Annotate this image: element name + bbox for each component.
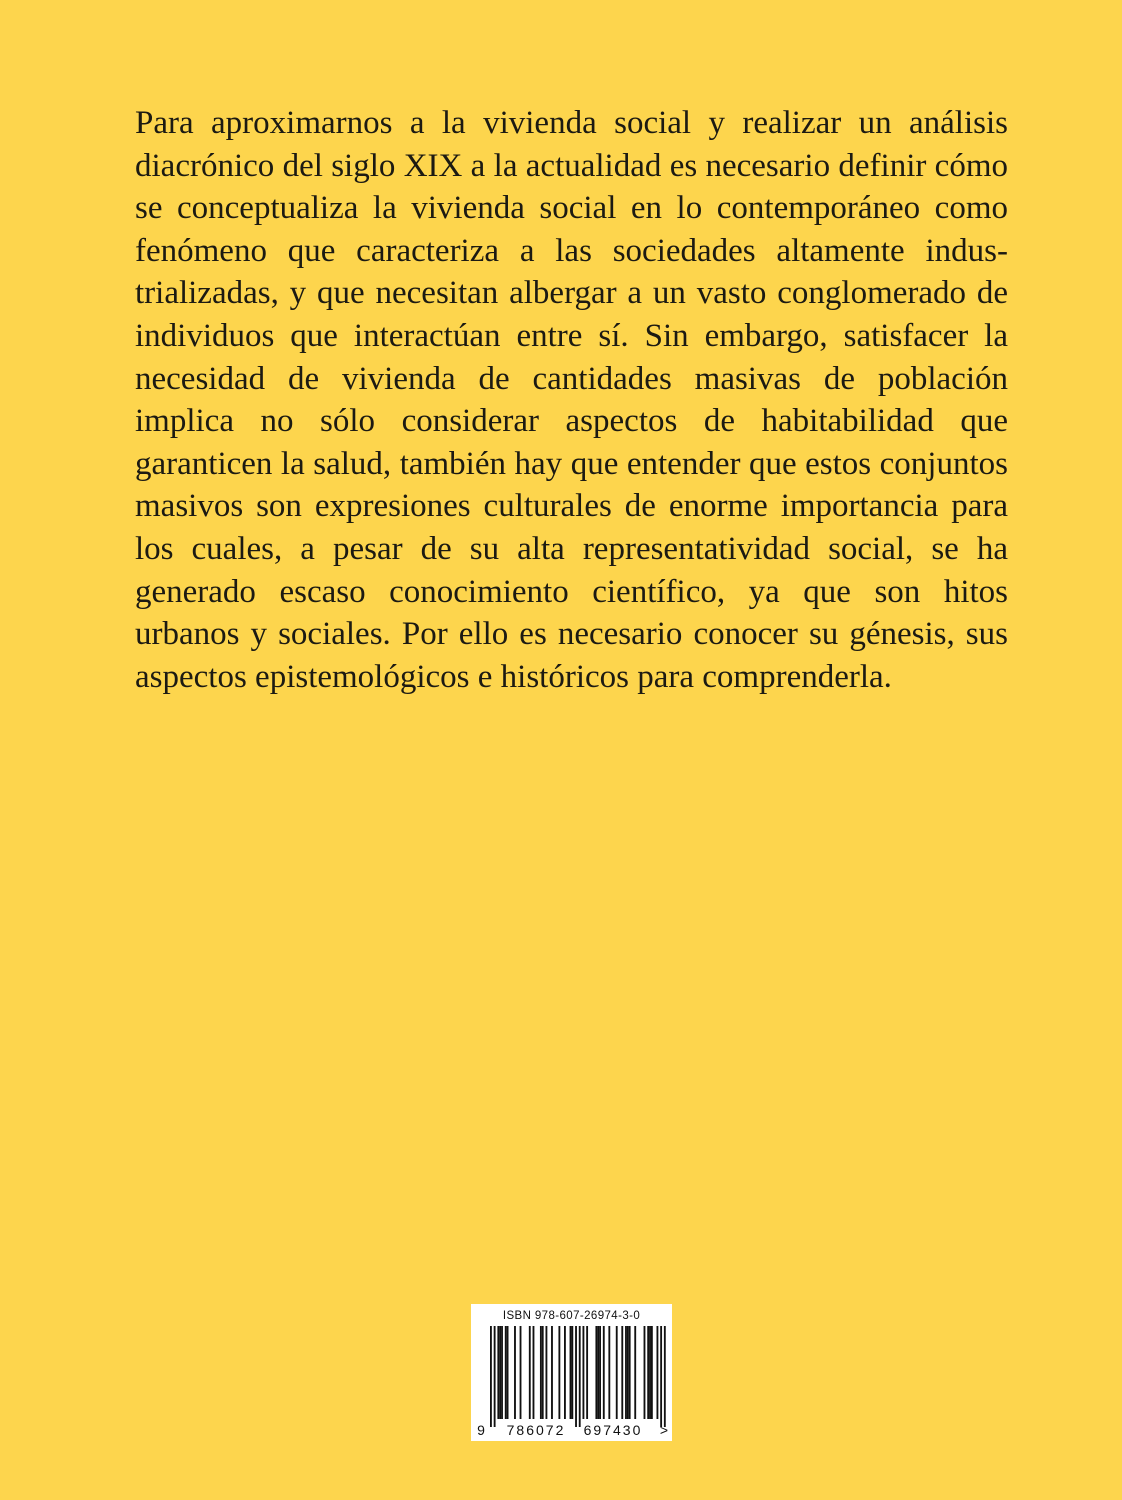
barcode-bar <box>520 1326 522 1419</box>
barcode-bar <box>533 1326 535 1419</box>
barcode-bar <box>564 1326 566 1419</box>
barcode-bar <box>627 1326 629 1419</box>
barcode-bar <box>657 1326 659 1419</box>
barcode-bar <box>497 1326 499 1419</box>
barcode-bar <box>558 1326 560 1419</box>
barcode-bar <box>507 1326 509 1419</box>
barcode-bar <box>551 1326 553 1419</box>
barcode-bar <box>540 1326 542 1419</box>
barcode-bar <box>490 1326 492 1427</box>
barcode-bar <box>621 1326 623 1419</box>
barcode-bar <box>499 1326 501 1419</box>
barcode-bar <box>570 1326 572 1419</box>
back-cover-blurb: Para aproximarnos a la vivienda social y realizar un análisis diacrónico del siglo XIX a la actualidad es necesario definir cómo se conceptualiza la vivienda social en lo contemporáneo como fenómeno que caracteriza a las sociedades altamente industrializadas, y que necesitan albergar a un vasto conglomerado de individuos que interactúan entre sí. Sin embargo, satisfacer la necesidad de vivienda de cantidades masivas de población implica no sólo considerar aspectos de habitabilidad que garanticen la salud, también hay que entender que estos conjuntos masivos son expresiones culturales de enorme importancia para los cuales, a pesar de su alta representatividad social, se ha generado escaso conocimiento científico, ya que son hitos urbanos y sociales. Por ello es necesario conocer su génesis, sus aspectos epistemológicos e históricos para comprenderla. <box>135 105 1008 695</box>
isbn-barcode <box>471 1304 672 1441</box>
barcode-bar <box>571 1326 573 1419</box>
barcode-bar <box>583 1326 585 1419</box>
barcode-bar <box>629 1326 631 1419</box>
barcode-bar <box>644 1326 646 1419</box>
barcode-bar <box>647 1326 649 1419</box>
barcode-bar <box>649 1326 651 1419</box>
barcode-bar <box>514 1326 516 1419</box>
barcode-bar <box>586 1326 588 1419</box>
barcode-bar <box>616 1326 618 1419</box>
barcode-bar <box>625 1326 627 1419</box>
barcode-bar <box>664 1326 666 1427</box>
barcode-bar <box>595 1326 597 1419</box>
barcode-bar <box>494 1326 496 1427</box>
barcode-bar <box>597 1326 599 1419</box>
barcode-bar <box>599 1326 601 1419</box>
barcode-bar <box>505 1326 507 1419</box>
barcode-quiet-zone-mark: > <box>659 1422 669 1438</box>
barcode-bar <box>634 1326 636 1419</box>
barcode-bar <box>608 1326 610 1419</box>
barcode-bar <box>542 1326 544 1419</box>
barcode-left-digits: 786072 <box>506 1422 566 1438</box>
isbn-label: ISBN 978-607-26974-3-0 <box>502 1310 641 1322</box>
barcode-bar <box>501 1326 503 1419</box>
barcode-image <box>471 1304 672 1441</box>
barcode-bar <box>651 1326 653 1419</box>
barcode-bar <box>579 1326 581 1427</box>
barcode-bar <box>660 1326 662 1427</box>
barcode-bar <box>603 1326 605 1419</box>
barcode-bar <box>546 1326 548 1419</box>
barcode-lead-digit: 9 <box>477 1422 485 1438</box>
barcode-bar <box>529 1326 531 1419</box>
barcode-bar <box>575 1326 577 1427</box>
barcode-right-digits: 697430 <box>583 1422 643 1438</box>
